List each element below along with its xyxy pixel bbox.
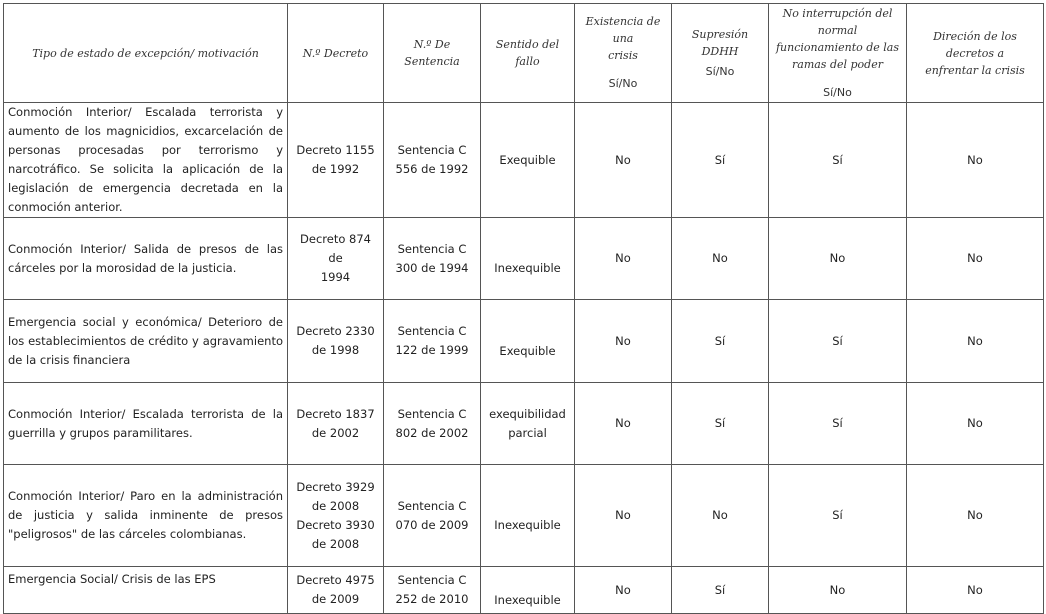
interrupcion-cell: Sí: [769, 300, 907, 383]
decreto-cell: Decreto 1837 de 2002: [288, 383, 384, 465]
sentencia-cell: Sentencia C 252 de 2010: [384, 567, 481, 614]
fallo-cell: Inexequible: [481, 218, 575, 300]
existencia-cell: No: [575, 218, 672, 300]
header-row: [4, 4, 1044, 103]
tipo-cell: Emergencia social y económica/ Deterioro de los establecimientos de crédito y agravamiento de la crisis financiera: [4, 300, 288, 383]
sentencia-cell: Sentencia C 802 de 2002: [384, 383, 481, 465]
fallo-cell: Inexequible: [481, 567, 575, 614]
decreto-cell: Decreto 4975 de 2009: [288, 567, 384, 614]
interrupcion-cell: No: [769, 567, 907, 614]
interrupcion-cell: Sí: [769, 103, 907, 218]
tipo-cell: Conmoción Interior/ Paro en la administración de justicia y salida inminente de presos "peligrosos" de las cárceles colombianas.: [4, 465, 288, 567]
interrupcion-cell: No: [769, 218, 907, 300]
fallo-cell: Exequible: [481, 103, 575, 218]
table-row: [4, 103, 1044, 218]
header-existencia: Existencia de una crisis Sí/No: [575, 4, 672, 103]
fallo-cell: Inexequible: [481, 465, 575, 567]
table-row: [4, 218, 1044, 300]
sentencia-cell: Sentencia C 300 de 1994: [384, 218, 481, 300]
sentencia-cell: Sentencia C 070 de 2009: [384, 465, 481, 567]
interrupcion-cell: Sí: [769, 383, 907, 465]
tipo-cell: Conmoción Interior/ Escalada terrorista de la guerrilla y grupos paramilitares.: [4, 383, 288, 465]
header-fallo: Sentido del fallo: [481, 4, 575, 103]
table-row: [4, 383, 1044, 465]
interrupcion-cell: Sí: [769, 465, 907, 567]
table-row: [4, 465, 1044, 567]
direccion-cell: No: [907, 218, 1044, 300]
supresion-cell: Sí: [672, 103, 769, 218]
direccion-cell: No: [907, 300, 1044, 383]
supresion-cell: No: [672, 218, 769, 300]
decreto-cell: Decreto 2330 de 1998: [288, 300, 384, 383]
direccion-cell: No: [907, 567, 1044, 614]
existencia-cell: No: [575, 300, 672, 383]
fallo-cell: Exequible: [481, 300, 575, 383]
header-sentencia: N.º De Sentencia: [384, 4, 481, 103]
existencia-cell: No: [575, 103, 672, 218]
direccion-cell: No: [907, 103, 1044, 218]
table-row: [4, 567, 1044, 614]
decreto-cell: Decreto 1155 de 1992: [288, 103, 384, 218]
tipo-cell: Emergencia Social/ Crisis de las EPS: [4, 567, 288, 614]
tipo-cell: Conmoción Interior/ Salida de presos de las cárceles por la morosidad de la justicia.: [4, 218, 288, 300]
header-tipo: Tipo de estado de excepción/ motivación: [4, 4, 288, 103]
header-decreto: N.º Decreto: [288, 4, 384, 103]
header-interrupcion: No interrupción del normal funcionamiento de las ramas del poder Sí/No: [769, 4, 907, 103]
supresion-cell: Sí: [672, 567, 769, 614]
header-supresion: Supresión DDHH Sí/No: [672, 4, 769, 103]
supresion-cell: No: [672, 465, 769, 567]
existencia-cell: No: [575, 465, 672, 567]
supresion-cell: Sí: [672, 383, 769, 465]
existencia-cell: No: [575, 567, 672, 614]
estados-excepcion-table: [3, 3, 1044, 614]
direccion-cell: No: [907, 383, 1044, 465]
sentencia-cell: Sentencia C 122 de 1999: [384, 300, 481, 383]
tipo-cell: Conmoción Interior/ Escalada terrorista y aumento de los magnicidios, excarcelación de personas procesadas por terrorismo y narcotráfico. Se solicita la aplicación de la legislación de emergencia decretada en la conmoción anterior.: [4, 103, 288, 218]
table-row: [4, 300, 1044, 383]
header-direccion: Direción de los decretos a enfrentar la crisis: [907, 4, 1044, 103]
decreto-cell: Decreto 3929 de 2008 Decreto 3930 de 2008: [288, 465, 384, 567]
existencia-cell: No: [575, 383, 672, 465]
fallo-cell: exequibilidad parcial: [481, 383, 575, 465]
supresion-cell: Sí: [672, 300, 769, 383]
sentencia-cell: Sentencia C 556 de 1992: [384, 103, 481, 218]
decreto-cell: Decreto 874 de 1994: [288, 218, 384, 300]
direccion-cell: No: [907, 465, 1044, 567]
